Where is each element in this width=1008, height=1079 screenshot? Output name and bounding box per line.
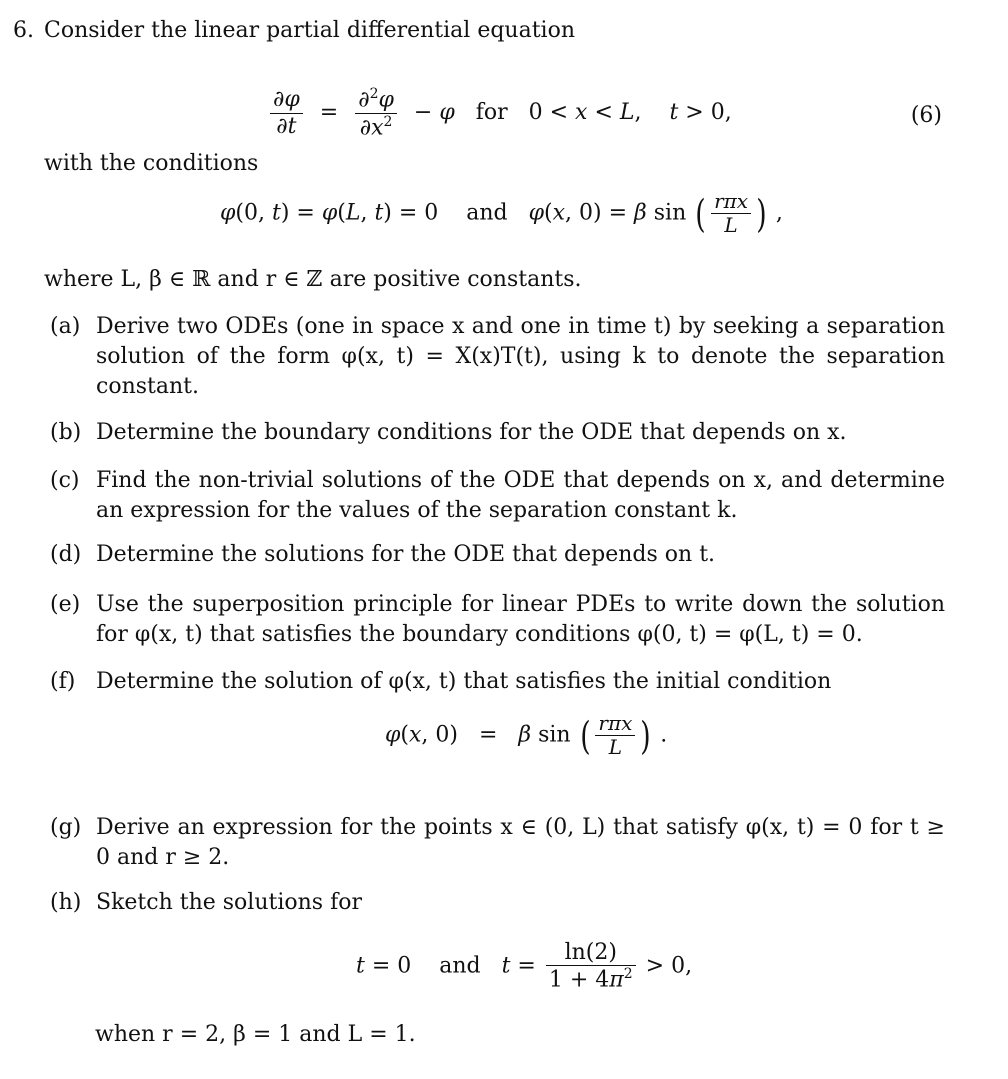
part-a — [50, 312, 945, 402]
part-text: Determine the solutions for the ODE that depends on t. — [96, 542, 716, 567]
problem-number: 6. — [13, 18, 34, 43]
pde-equation: $\frac{\partial\varphi}{\partial t}$ = $\frac{\partial^2\varphi}{\partial x^2}$ − φ for 0 < x < L, t > 0, — [267, 86, 732, 140]
part-h — [50, 888, 945, 918]
part-text: Find the non-trivial solutions of the ODE that depends on x, and determine an expression for the values of the separation constant k. — [96, 468, 945, 523]
part-text: Determine the solution of φ(x, t) that satisfies the initial condition — [96, 669, 832, 694]
equation-number: (6) — [910, 103, 942, 128]
part-label: (d) — [50, 542, 82, 567]
part-label: (e) — [50, 592, 81, 617]
initial-condition-equation: φ(x, 0) = β sin ( $\frac{\text{rπx}}{L}$ ) . — [385, 711, 668, 759]
part-label: (f) — [50, 669, 76, 694]
with-conditions-text: with the conditions — [44, 151, 259, 176]
part-g — [50, 813, 945, 873]
part-label: (h) — [50, 890, 82, 915]
conditions-equation: φ(0, t) = φ(L, t) = 0 and φ(x, 0) = β sin ( $\frac{\text{rπx}}{L}$ ) , — [220, 189, 783, 237]
part-text: Determine the boundary conditions for the ODE that depends on x. — [96, 420, 847, 445]
closing-text: when r = 2, β = 1 and L = 1. — [95, 1022, 416, 1047]
part-label: (b) — [50, 420, 82, 445]
part-text: Derive two ODEs (one in space x and one in time t) by seeking a separation solution of the form φ(x, t) = X(x)T(t), using k to denote the separation constant. — [96, 314, 945, 399]
part-label: (c) — [50, 468, 80, 493]
where-text: where L, β ∈ ℝ and r ∈ ℤ are positive constants. — [44, 267, 582, 292]
part-f — [50, 667, 945, 697]
part-text: Derive an expression for the points x ∈ (0, L) that satisfy φ(x, t) = 0 for t ≥ 0 and r ≥ 2. — [96, 815, 945, 870]
part-d — [50, 540, 945, 570]
part-c — [50, 466, 945, 526]
part-text: Sketch the solutions for — [96, 890, 362, 915]
part-label: (a) — [50, 314, 81, 339]
times-equation: t = 0 and t = $\frac{\ln(2)}{1 + 4\pi^2}$ > 0, — [356, 940, 693, 993]
part-text: Use the superposition principle for linear PDEs to write down the solution for φ(x, t) that satisfies the boundary conditions φ(0, t) = φ(L, t) = 0. — [96, 592, 945, 647]
part-label: (g) — [50, 815, 82, 840]
part-b — [50, 418, 945, 448]
part-e — [50, 590, 945, 650]
problem-intro: Consider the linear partial differential equation — [44, 18, 576, 43]
